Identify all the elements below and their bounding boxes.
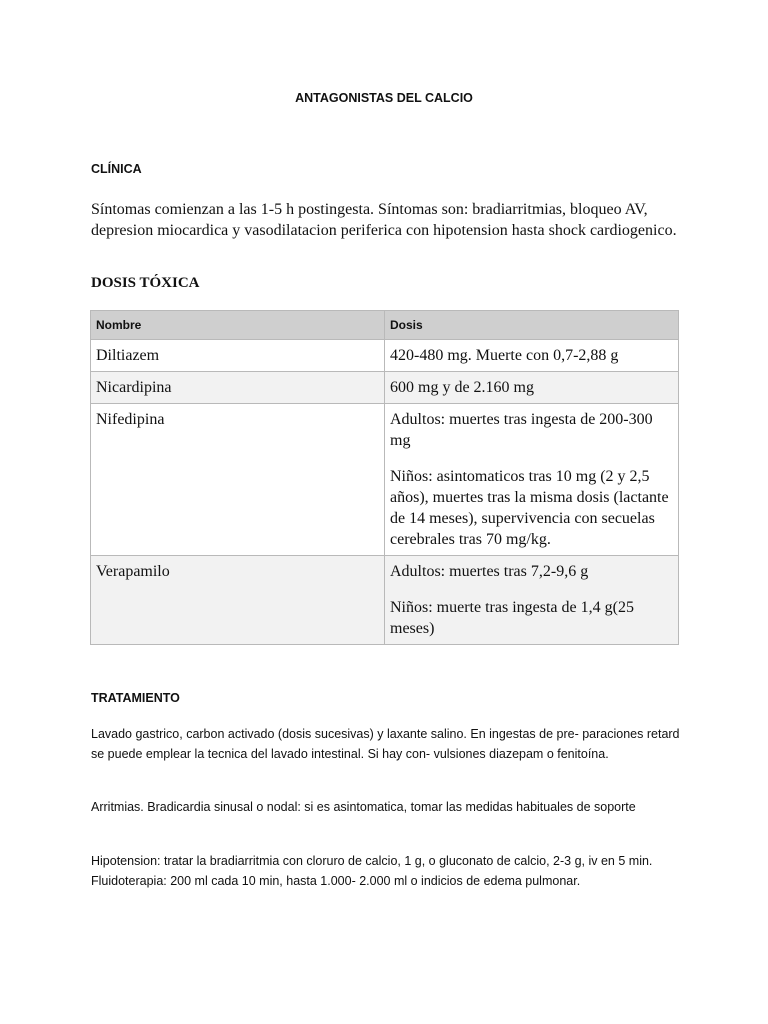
- drug-name-cell: Diltiazem: [91, 340, 385, 372]
- dose-text: Adultos: muertes tras ingesta de 200-300 mg: [390, 411, 653, 449]
- dose-cell: [385, 340, 679, 372]
- clinica-heading: CLÍNICA: [91, 162, 142, 176]
- tratamiento-paragraph: Hipotension: tratar la bradiarritmia con cloruro de calcio, 1 g, o gluconato de calcio, 2-3 g, iv en 5 min. Fluidoterapia: 200 ml cada 10 min, hasta 1.000- 2.000 ml o indicios de edema pulmonar.: [91, 854, 653, 888]
- dose-text: Niños: asintomaticos tras 10 mg (2 y 2,5 años), muertes tras la misma dosis (lactante de 14 meses), supervivencia con secuelas cerebrales tras 70 mg/kg.: [390, 468, 669, 548]
- dose-cell: [385, 372, 679, 404]
- dosis-table: [90, 310, 679, 645]
- tratamiento-paragraph: Lavado gastrico, carbon activado (dosis sucesivas) y laxante salino. En ingestas de pre- paraciones retard se puede emplear la tecnica del lavado intestinal. Si hay con- vulsiones diazepam o fenitoína.: [91, 727, 680, 761]
- tratamiento-paragraph: Arritmias. Bradicardia sinusal o nodal: si es asintomatica, tomar las medidas habituales de soporte: [91, 800, 636, 814]
- drug-name-cell: Verapamilo: [91, 556, 385, 645]
- dose-text: 600 mg y de 2.160 mg: [390, 379, 534, 396]
- table-header-row: [91, 311, 679, 340]
- page-title: ANTAGONISTAS DEL CALCIO: [295, 91, 473, 105]
- dose-cell: [385, 556, 679, 645]
- dose-text: Niños: muerte tras ingesta de 1,4 g(25 meses): [390, 599, 634, 637]
- tratamiento-heading: TRATAMIENTO: [91, 691, 180, 705]
- clinica-paragraph: Síntomas comienzan a las 1-5 h postingesta. Síntomas son: bradiarritmias, bloqueo AV, depresion miocardica y vasodilatacion periferica con hipotension hasta shock cardiogenico.: [91, 201, 677, 239]
- table-row: [91, 372, 679, 404]
- dose-text: 420-480 mg. Muerte con 0,7-2,88 g: [390, 347, 619, 364]
- dose-cell: [385, 404, 679, 556]
- table-row: [91, 340, 679, 372]
- table-row: [91, 556, 679, 645]
- drug-name-cell: Nicardipina: [91, 372, 385, 404]
- column-header-dosis: Dosis: [385, 311, 679, 340]
- dosis-heading: DOSIS TÓXICA: [91, 275, 200, 291]
- table-row: [91, 404, 679, 556]
- dose-text: Adultos: muertes tras 7,2-9,6 g: [390, 563, 589, 580]
- drug-name-cell: Nifedipina: [91, 404, 385, 556]
- column-header-nombre: Nombre: [91, 311, 385, 340]
